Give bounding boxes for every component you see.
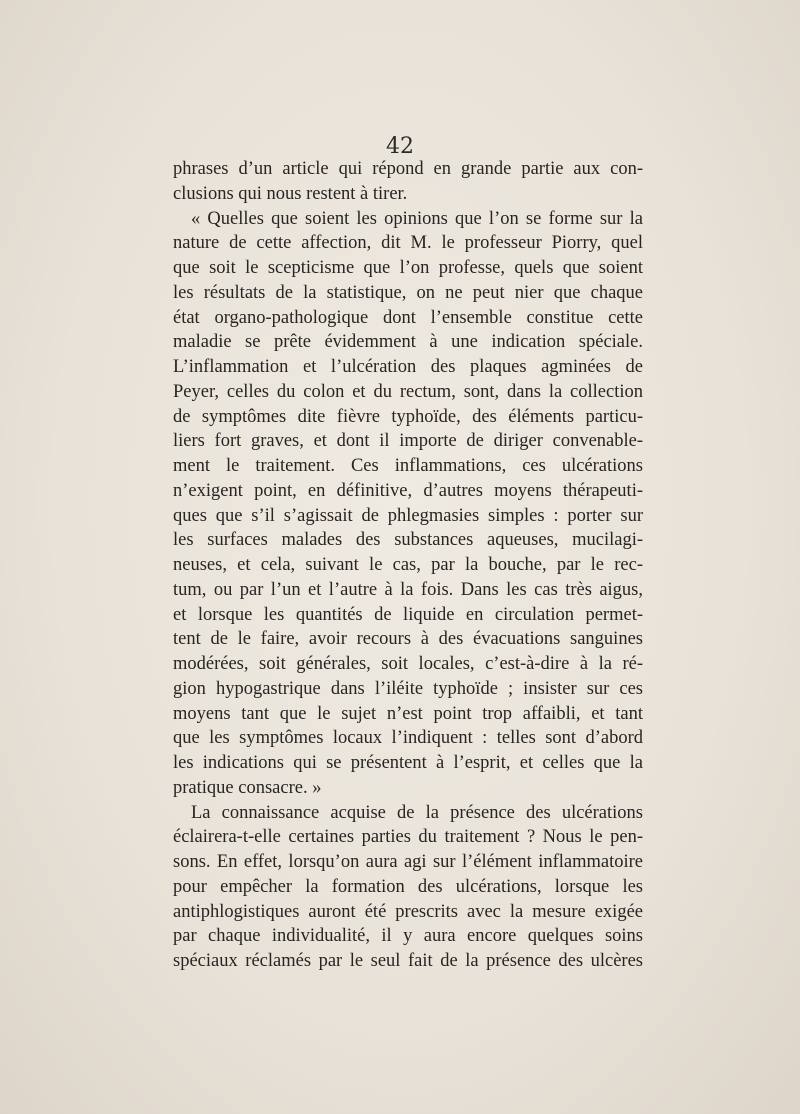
text-line: neuses, et cela, suivant le cas, par la bouche, par le rec- <box>173 555 643 575</box>
text-line: pour empêcher la formation des ulcérations, lorsque les <box>173 876 643 897</box>
text-line: état organo-pathologique dont l’ensemble constitue cette <box>173 307 643 328</box>
text-line: par chaque individualité, il y aura encore quelques soins <box>173 926 643 947</box>
text-line: n’exigent point, en définitive, d’autres moyens thérapeuti- <box>173 480 643 501</box>
text-line: les surfaces malades des substances aqueuses, mucilagi- <box>173 530 643 551</box>
page-number: 42 <box>386 134 414 159</box>
text-line: tum, ou par l’un et l’autre à la fois. Dans les cas très aigus, <box>173 579 643 600</box>
text-line: que soit le scepticisme que l’on professe, quels que soient <box>173 258 643 278</box>
text-line: modérées, soit générales, soit locales, c’est-à-dire à la ré- <box>173 654 643 674</box>
text-line: ment le traitement. Ces inflammations, ces ulcérations <box>173 456 643 476</box>
text-line: maladie se prête évidemment à une indication spéciale. <box>173 332 643 353</box>
text-line: les indications qui se présentent à l’esprit, et celles que la <box>173 753 643 773</box>
text-line: tent de le faire, avoir recours à des évacuations sanguines <box>173 629 643 650</box>
paragraph <box>173 157 643 207</box>
paragraph <box>173 207 643 801</box>
text-line: antiphlogistiques auront été prescrits avec la mesure exigée <box>173 901 643 922</box>
text-line: gion hypogastrique dans l’iléite typhoïde ; insister sur ces <box>173 678 643 699</box>
text-line: spéciaux réclamés par le seul fait de la présence des ulcères <box>173 951 643 971</box>
body-text <box>173 157 643 974</box>
text-line: L’inflammation et l’ulcération des plaques agminées de <box>173 357 643 377</box>
text-line: moyens tant que le sujet n’est point trop affaibli, et tant <box>173 703 643 724</box>
text-line: éclairera-t-elle certaines parties du traitement ? Nous le pen- <box>173 827 643 848</box>
text-line: de symptômes dite fièvre typhoïde, des éléments particu- <box>173 406 643 427</box>
text-line: les résultats de la statistique, on ne peut nier que chaque <box>173 282 643 303</box>
text-line: phrases d’un article qui répond en grande partie aux con- <box>173 159 643 179</box>
text-line: ques que s’il s’agissait de phlegmasies simples : porter sur <box>173 505 643 526</box>
text-line: « Quelles que soient les opinions que l’on se forme sur la <box>191 208 643 229</box>
text-line: et lorsque les quantités de liquide en circulation permet- <box>173 604 643 625</box>
text-line: liers fort graves, et dont il importe de diriger convenable- <box>173 431 643 452</box>
text-line: que les symptômes locaux l’indiquent : telles sont d’abord <box>173 728 643 749</box>
text-line: sons. En effet, lorsqu’on aura agi sur l’élément inflammatoire <box>173 852 643 872</box>
text-line: pratique consacre. » <box>173 777 322 798</box>
text-line: clusions qui nous restent à tirer. <box>173 183 408 204</box>
paragraph <box>173 801 643 974</box>
text-line: nature de cette affection, dit M. le professeur Piorry, quel <box>173 233 643 254</box>
text-line: La connaissance acquise de la présence des ulcérations <box>191 802 643 823</box>
text-line: Peyer, celles du colon et du rectum, sont, dans la collection <box>173 381 643 402</box>
